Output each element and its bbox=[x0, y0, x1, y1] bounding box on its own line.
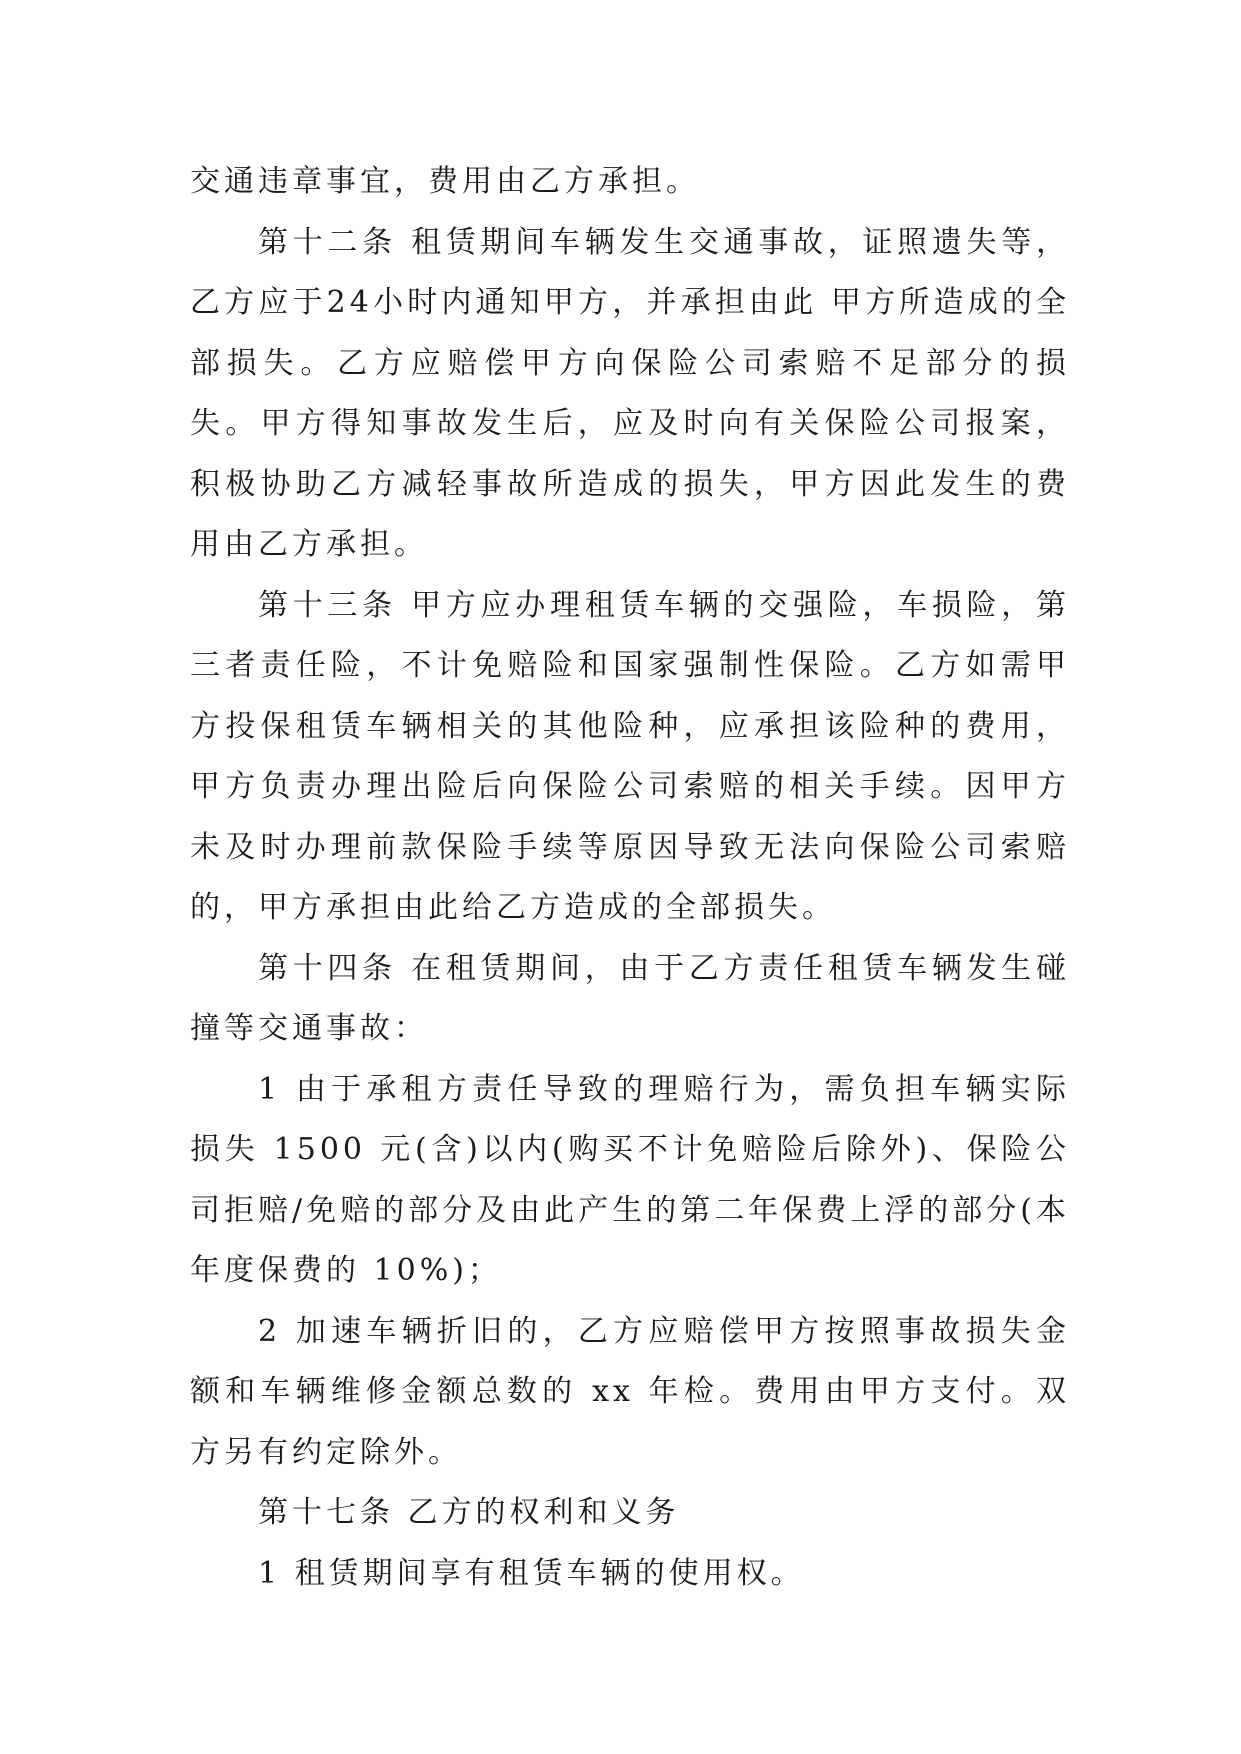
document-body bbox=[190, 152, 1070, 1604]
paragraph-article-13: 第十三条 甲方应办理租赁车辆的交强险，车损险，第三者责任险，不计免赔险和国家强制性保险。乙方如需甲方投保租赁车辆相关的其他险种，应承担该险种的费用，甲方负责办理出险后向保险公司索赔的相关手续。因甲方未及时办理前款保险手续等原因导致无法向保险公司索赔的，甲方承担由此给乙方造成的全部损失。 bbox=[190, 587, 1070, 925]
paragraph-article-17-item-1: 1 租赁期间享有租赁车辆的使用权。 bbox=[258, 1555, 805, 1591]
paragraph-article-12: 第十二条 租赁期间车辆发生交通事故，证照遗失等，乙方应于24小时内通知甲方，并承担由此 甲方所造成的全部损失。乙方应赔偿甲方向保险公司索赔不足部分的损失。甲方得知事故发生后，应及时向有关保险公司报案，积极协助乙方减轻事故所造成的损失，甲方因此发生的费用由乙方承担。 bbox=[190, 224, 1070, 562]
paragraph-article-14: 第十四条 在租赁期间，由于乙方责任租赁车辆发生碰撞等交通事故： bbox=[190, 950, 1070, 1046]
paragraph-article-14-item-2: 2 加速车辆折旧的，乙方应赔偿甲方按照事故损失金额和车辆维修金额总数的 xx 年检。费用由甲方支付。双方另有约定除外。 bbox=[190, 1313, 1070, 1470]
paragraph-article-14-item-1: 1 由于承租方责任导致的理赔行为，需负担车辆实际损失 1500 元(含)以内(购买不计免赔险后除外)、保险公司拒赔/免赔的部分及由此产生的第二年保费上浮的部分(本年度保费的 10%)； bbox=[190, 1071, 1070, 1288]
paragraph-continuation: 交通违章事宜，费用由乙方承担。 bbox=[190, 164, 700, 199]
paragraph-article-17: 第十七条 乙方的权利和义务 bbox=[258, 1495, 680, 1530]
